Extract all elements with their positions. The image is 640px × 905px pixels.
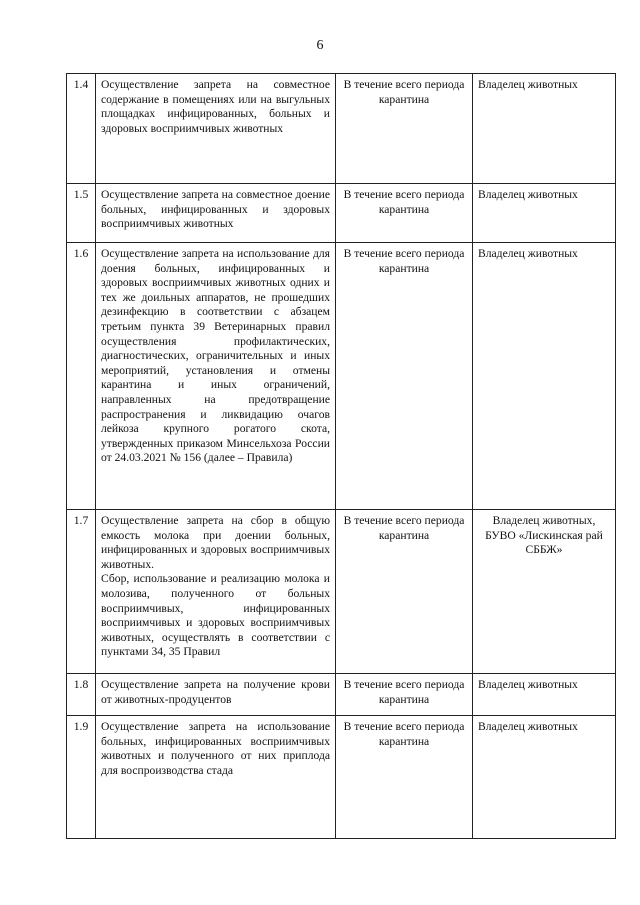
row-number: 1.9 xyxy=(67,716,96,839)
row-responsible: Владелец животных xyxy=(473,74,616,184)
row-action xyxy=(96,510,336,674)
table-row xyxy=(67,716,616,839)
action-paragraph: Осуществление запрета на сбор в общую емкость молока при доении больных, инфицированных и здоровых восприимчивых животных. xyxy=(101,514,330,571)
row-action xyxy=(96,74,336,184)
row-responsible: Владелец животных, БУВО «Лискинская рай СББЖ» xyxy=(473,510,616,674)
row-term: В течение всего периода карантина xyxy=(336,716,473,839)
action-paragraph: Сбор, использование и реализацию молока и молозива, полученного от больных восприимчивых, инфицированных восприимчивых и здоровых восприимчивых животных, осуществлять в соответствии с пунктами 34, 35 Правил xyxy=(101,572,330,659)
row-number: 1.5 xyxy=(67,184,96,243)
row-term: В течение всего периода карантина xyxy=(336,674,473,716)
action-paragraph: Осуществление запрета на использование для доения больных, инфицированных и здоровых восприимчивых животных одних и тех же доильных аппаратов, не прошедших дезинфекцию в соответствии с абзацем третьим пункта 39 Ветеринарных правил осуществления профилактических, диагностических, ограничительных и иных мероприятий, установления и отмены карантина и иных ограничений, направленных на предотвращение распространения и ликвидацию очагов лейкоза крупного рогатого скота, утвержденных приказом Минсельхоза России от 24.03.2021 № 156 (далее – Правила) xyxy=(101,247,330,465)
action-paragraph: Осуществление запрета на получение крови от животных-продуцентов xyxy=(101,678,330,706)
action-paragraph: Осуществление запрета на совместное доение больных, инфицированных и здоровых восприимчивых животных xyxy=(101,188,330,231)
row-number: 1.8 xyxy=(67,674,96,716)
action-paragraph: Осуществление запрета на совместное содержание в помещениях или на выгульных площадках инфицированных, больных и здоровых восприимчивых животных xyxy=(101,78,330,135)
row-action xyxy=(96,716,336,839)
action-paragraph: Осуществление запрета на использование больных, инфицированных восприимчивых животных и полученного от них приплода для воспроизводства стада xyxy=(101,720,330,777)
page-number: 6 xyxy=(316,38,324,53)
row-number: 1.7 xyxy=(67,510,96,674)
table-row xyxy=(67,243,616,510)
row-action xyxy=(96,243,336,510)
row-term: В течение всего периода карантина xyxy=(336,510,473,674)
table-row xyxy=(67,74,616,184)
row-term: В течение всего периода карантина xyxy=(336,243,473,510)
measures-table xyxy=(66,73,616,839)
row-number: 1.4 xyxy=(67,74,96,184)
row-action xyxy=(96,674,336,716)
table-row xyxy=(67,184,616,243)
row-number: 1.6 xyxy=(67,243,96,510)
row-responsible: Владелец животных xyxy=(473,243,616,510)
row-term: В течение всего периода карантина xyxy=(336,184,473,243)
table-row xyxy=(67,510,616,674)
row-action xyxy=(96,184,336,243)
table-row xyxy=(67,674,616,716)
row-term: В течение всего периода карантина xyxy=(336,74,473,184)
row-responsible: Владелец животных xyxy=(473,184,616,243)
row-responsible: Владелец животных xyxy=(473,716,616,839)
row-responsible: Владелец животных xyxy=(473,674,616,716)
